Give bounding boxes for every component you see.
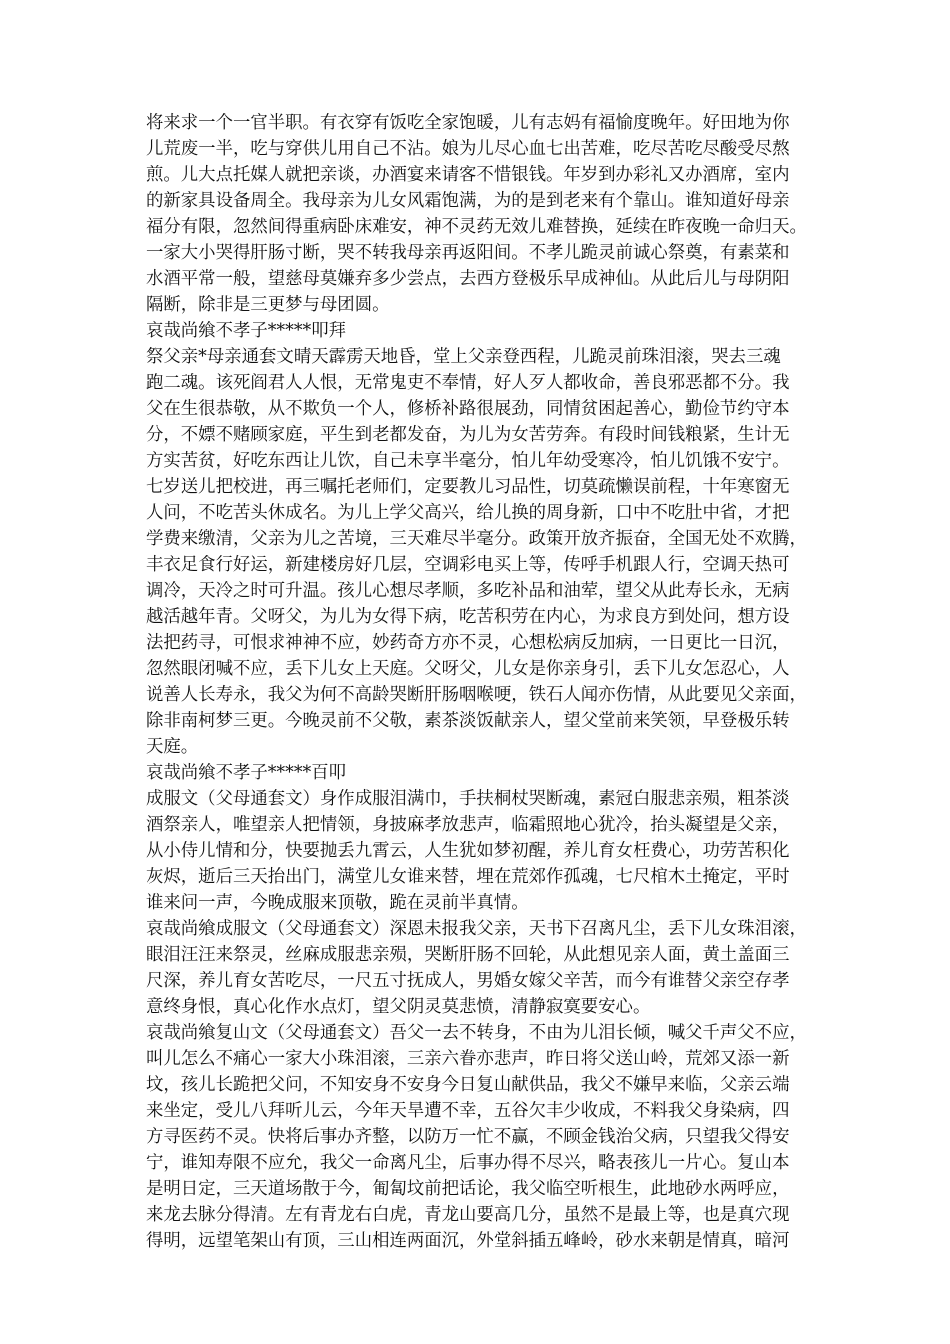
text-line: 酒祭亲人，唯望亲人把情领，身披麻孝放悲声，临霜照地心犹冷，抬头凝望是父亲， <box>146 815 790 835</box>
text-line: 除非南柯梦三更。今晚灵前不父敬，素茶淡饭献亲人，望父堂前来笑领，早登极乐转 <box>146 711 790 731</box>
text-line: 来龙去脉分得清。左有青龙右白虎，青龙山要高几分，虽然不是最上等，也是真穴现 <box>146 1205 790 1225</box>
text-line: 煎。儿大点托媒人就把亲谈，办酒宴来请客不惜银钱。年岁到办彩礼又办酒席，室内 <box>146 165 790 185</box>
document-page <box>146 110 810 1254</box>
text-line: 父在生很恭敬，从不欺负一个人，修桥补路很展劲，同情贫困起善心，勤俭节约守本 <box>146 399 790 419</box>
text-line: 谁来问一声，今晚成服来顶敬，跪在灵前半真情。 <box>146 893 529 913</box>
para-mourning-dress-2 <box>146 916 810 1020</box>
para-closing-1 <box>146 318 810 344</box>
text-line: 学费来缴清，父亲为儿之苦境，三天难尽半毫分。政策开放齐振奋，全国无处不欢腾， <box>146 529 807 549</box>
text-line: 方寻医药不灵。快将后事办齐整，以防万一忙不赢，不顾金钱治父病，只望我父得安 <box>146 1127 790 1147</box>
text-line: 调冷，天冷之时可升温。孩儿心想尽孝顺，多吃补品和油荤，望父从此寿长永，无病 <box>146 581 790 601</box>
text-line: 福分有限，忽然间得重病卧床难安，神不灵药无效儿难替换，延续在昨夜晚一命归天。 <box>146 217 807 237</box>
text-line: 人问，不吃苦头休成名。为儿上学父高兴，给儿换的周身新，口中不吃肚中省，才把 <box>146 503 790 523</box>
text-line: 说善人长寿永，我父为何不高龄哭断肝肠咽喉哽，铁石人闻亦伤情，从此要见父亲面， <box>146 685 807 705</box>
text-line: 天庭。 <box>146 737 199 757</box>
text-line: 祭父亲*母亲通套文晴天霹雳天地昏，堂上父亲登西程，儿跪灵前珠泪滚，哭去三魂 <box>146 347 781 367</box>
text-line: 方实苦贫，好吃东西让儿饮，自己未享半毫分，怕儿年幼受寒冷，怕儿饥饿不安宁。 <box>146 451 790 471</box>
text-line: 隔断，除非是三更梦与母团圆。 <box>146 295 390 315</box>
text-line: 分，不嫖不赌顾家庭，平生到老都发奋，为儿为女苦劳奔。有段时间钱粮紧，生计无 <box>146 425 790 445</box>
text-line: 丰衣足食行好运，新建楼房好几层，空调彩电买上等，传呼手机跟人行，空调天热可 <box>146 555 790 575</box>
text-line: 法把药寻，可恨求神神不应，妙药奇方亦不灵，心想松病反加病，一日更比一日沉， <box>146 633 790 653</box>
text-line: 七岁送儿把校进，再三嘱托老师们，定要教儿习品性，切莫疏懒误前程，十年寒窗无 <box>146 477 790 497</box>
text-line: 哀哉尚飨复山文（父母通套文）吾父一去不转身，不由为儿泪长倾，喊父千声父不应， <box>146 1023 807 1043</box>
text-line: 眼泪汪汪来祭灵，丝麻成服悲亲殒，哭断肝肠不回轮，从此想见亲人面，黄土盖面三 <box>146 945 790 965</box>
text-line: 是明日定，三天道场散于今，匍匐坟前把话论，我父临空听根生，此地砂水两呼应， <box>146 1179 790 1199</box>
text-line: 叫儿怎么不痛心一家大小珠泪滚，三亲六眷亦悲声，昨日将父送山岭，荒郊又添一新 <box>146 1049 790 1069</box>
text-line: 跑二魂。该死阎君人人恨，无常鬼吏不奉情，好人歹人都收命，善良邪恶都不分。我 <box>146 373 790 393</box>
text-line: 越活越年青。父呀父，为儿为女得下病，吃苦积劳在内心，为求良方到处问，想方设 <box>146 607 790 627</box>
text-line: 意终身恨，真心化作水点灯，望父阴灵莫悲愤，清静寂寞要安心。 <box>146 997 651 1017</box>
text-line: 得明，远望笔架山有顶，三山相连两面沉，外堂斜插五峰岭，砂水来朝是情真，暗河 <box>146 1231 790 1251</box>
text-line: 哀哉尚飨不孝子*****百叩 <box>146 763 346 783</box>
para-intro-end <box>146 110 810 318</box>
para-return-mountain <box>146 1020 810 1254</box>
text-line: 坟，孩儿长跪把父问，不知安身不安身今日复山献供品，我父不嫌早来临，父亲云端 <box>146 1075 790 1095</box>
para-mourning-dress <box>146 786 810 916</box>
para-closing-2 <box>146 760 810 786</box>
text-line: 来坐定，受儿八拜听儿云，今年天旱遭不幸，五谷欠丰少收成，不料我父身染病，四 <box>146 1101 790 1121</box>
text-line: 灰烬，逝后三天抬出门，满堂儿女谁来替，埋在荒郊作孤魂，七尺棺木土掩定，平时 <box>146 867 790 887</box>
para-father-eulogy <box>146 344 810 760</box>
text-line: 哀哉尚飨成服文（父母通套文）深恩未报我父亲，天书下召离凡尘，丢下儿女珠泪滚， <box>146 919 807 939</box>
text-line: 哀哉尚飨不孝子*****叩拜 <box>146 321 346 341</box>
text-line: 宁，谁知寿限不应允，我父一命离凡尘，后事办得不尽兴，略表孩儿一片心。复山本 <box>146 1153 790 1173</box>
text-line: 从小侍儿情和分，快要抛丢九霄云，人生犹如梦初醒，养儿育女枉费心，功劳苦积化 <box>146 841 790 861</box>
text-line: 忽然眼闭喊不应，丢下儿女上天庭。父呀父，儿女是你亲身引，丢下儿女怎忍心，人 <box>146 659 790 679</box>
text-line: 水酒平常一般，望慈母莫嫌弃多少尝点，去西方登极乐早成神仙。从此后儿与母阴阳 <box>146 269 790 289</box>
text-line: 的新家具设备周全。我母亲为儿女风霜饱满，为的是到老来有个靠山。谁知道好母亲 <box>146 191 790 211</box>
text-line: 将来求一个一官半职。有衣穿有饭吃全家饱暖，儿有志妈有福愉度晚年。好田地为你 <box>146 113 790 133</box>
text-line: 成服文（父母通套文）身作成服泪满巾，手扶桐杖哭断魂，素冠白服悲亲殒，粗茶淡 <box>146 789 790 809</box>
text-line: 尺深，养儿育女苦吃尽，一尺五寸抚成人，男婚女嫁父辛苦，而今有谁替父亲空存孝 <box>146 971 790 991</box>
text-line: 一家大小哭得肝肠寸断，哭不转我母亲再返阳间。不孝儿跪灵前诚心祭奠，有素菜和 <box>146 243 790 263</box>
text-line: 儿荒废一半，吃与穿供儿用自己不沾。娘为儿尽心血七出苦难，吃尽苦吃尽酸受尽熬 <box>146 139 790 159</box>
